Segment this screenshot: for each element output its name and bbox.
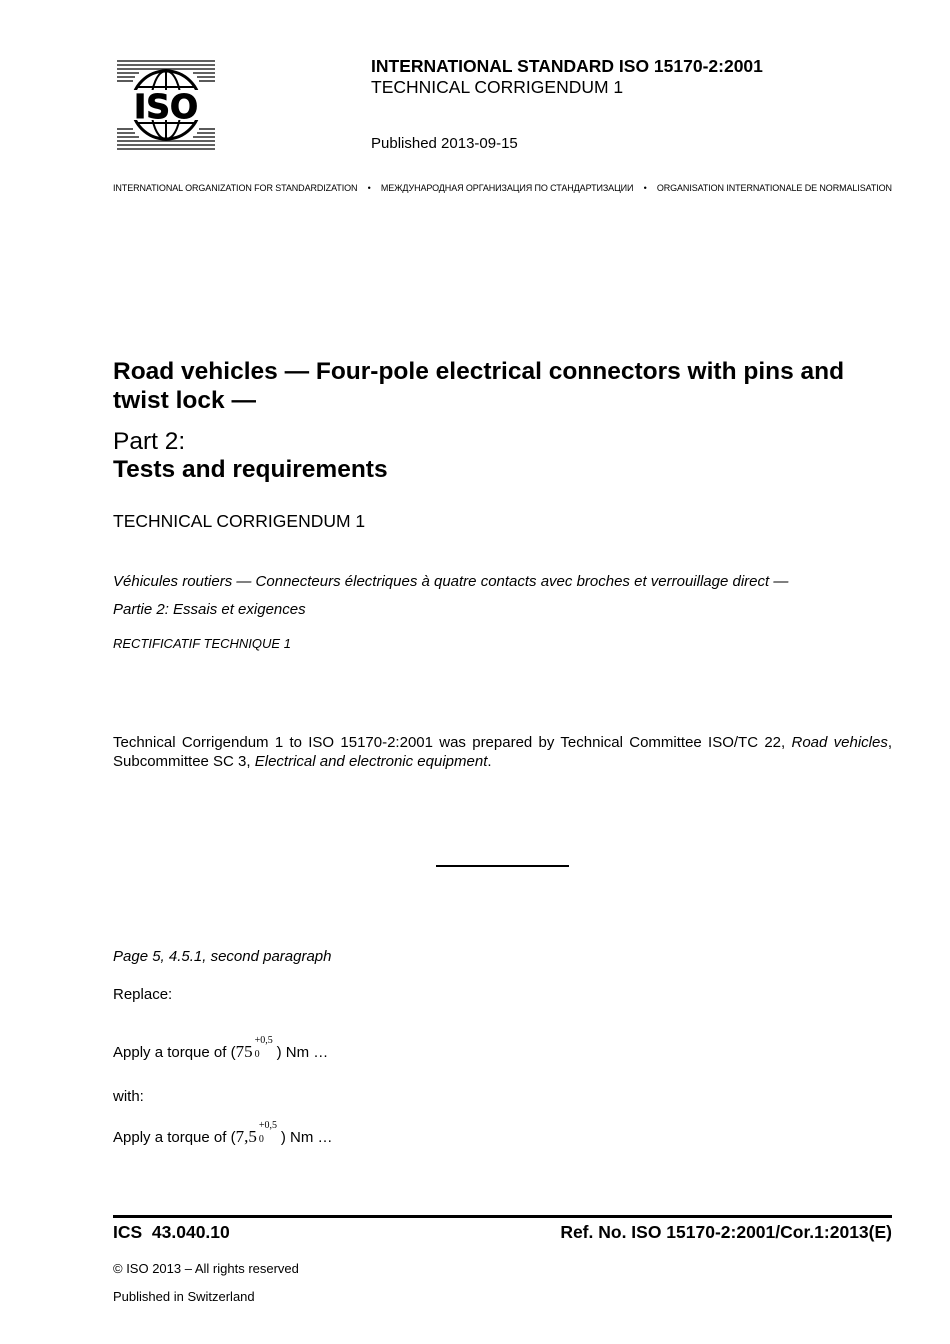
correction-location: Page 5, 4.5.1, second paragraph bbox=[113, 948, 332, 965]
iso-logo-text: ISO bbox=[133, 87, 199, 126]
french-corrigendum-label: RECTIFICATIF TECHNIQUE 1 bbox=[113, 636, 291, 651]
footer-rule bbox=[113, 1215, 892, 1218]
old-torque-statement bbox=[113, 1035, 329, 1062]
part-title: Tests and requirements bbox=[113, 456, 388, 483]
iso-logo-graphic bbox=[117, 58, 215, 152]
technical-corrigendum-heading: TECHNICAL CORRIGENDUM 1 bbox=[113, 511, 366, 531]
tolerance bbox=[253, 1035, 277, 1061]
standard-title: INTERNATIONAL STANDARD ISO 15170-2:2001 bbox=[371, 56, 763, 76]
tolerance-upper: +0,5 bbox=[258, 1120, 277, 1131]
org-name-french: ORGANISATION INTERNATIONALE DE NORMALISATION bbox=[656, 183, 892, 193]
bullet-separator: • bbox=[643, 183, 647, 193]
reference-number: Ref. No. ISO 15170-2:2001/Cor.1:2013(E) bbox=[560, 1222, 892, 1242]
part-number: Part 2: bbox=[113, 428, 186, 455]
french-title: Véhicules routiers — Connecteurs électriques à quatre contacts avec broches et verrouillage direct — bbox=[113, 573, 789, 590]
torque-value: 7,5 bbox=[235, 1127, 257, 1146]
french-part-title: Partie 2: Essais et exigences bbox=[113, 601, 306, 618]
with-label: with: bbox=[113, 1088, 144, 1105]
subcommittee-name: Electrical and electronic equipment bbox=[254, 753, 488, 770]
org-name-russian: МЕЖДУНАРОДНАЯ ОРГАНИЗАЦИЯ ПО СТАНДАРТИЗАЦИИ bbox=[380, 183, 634, 193]
replace-label: Replace: bbox=[113, 986, 173, 1003]
tolerance bbox=[257, 1120, 281, 1146]
preparation-paragraph bbox=[113, 733, 892, 771]
preparation-text: , Subcommittee SC 3, bbox=[113, 734, 893, 770]
torque-prefix: Apply a torque of ( bbox=[113, 1044, 236, 1061]
tolerance-lower: 0 bbox=[254, 1049, 260, 1060]
org-name-english: INTERNATIONAL ORGANIZATION FOR STANDARDIZATION bbox=[113, 183, 358, 193]
torque-value: 75 bbox=[235, 1042, 253, 1061]
section-divider bbox=[436, 865, 569, 867]
torque-suffix: ) Nm … bbox=[280, 1129, 333, 1146]
organization-names bbox=[113, 183, 892, 193]
new-torque-statement bbox=[113, 1120, 333, 1147]
corrigendum-label: TECHNICAL CORRIGENDUM 1 bbox=[371, 77, 624, 97]
preparation-text: Technical Corrigendum 1 to ISO 15170-2:2001 was prepared by Technical Committee ISO/TC 22, bbox=[113, 734, 792, 751]
preparation-text: . bbox=[487, 753, 492, 770]
torque-prefix: Apply a torque of ( bbox=[113, 1129, 236, 1146]
published-in: Published in Switzerland bbox=[113, 1289, 255, 1304]
published-date: Published 2013-09-15 bbox=[371, 135, 518, 152]
copyright-notice: © ISO 2013 – All rights reserved bbox=[113, 1261, 299, 1276]
committee-name: Road vehicles bbox=[791, 734, 888, 751]
tolerance-upper: +0,5 bbox=[254, 1035, 273, 1046]
tolerance-lower: 0 bbox=[258, 1134, 264, 1145]
document-title: Road vehicles — Four-pole electrical connectors with pins and twist lock — bbox=[113, 358, 845, 414]
bullet-separator: • bbox=[367, 183, 371, 193]
torque-suffix: ) Nm … bbox=[276, 1044, 329, 1061]
ics-code: ICS 43.040.10 bbox=[113, 1222, 230, 1242]
iso-logo bbox=[117, 58, 215, 152]
